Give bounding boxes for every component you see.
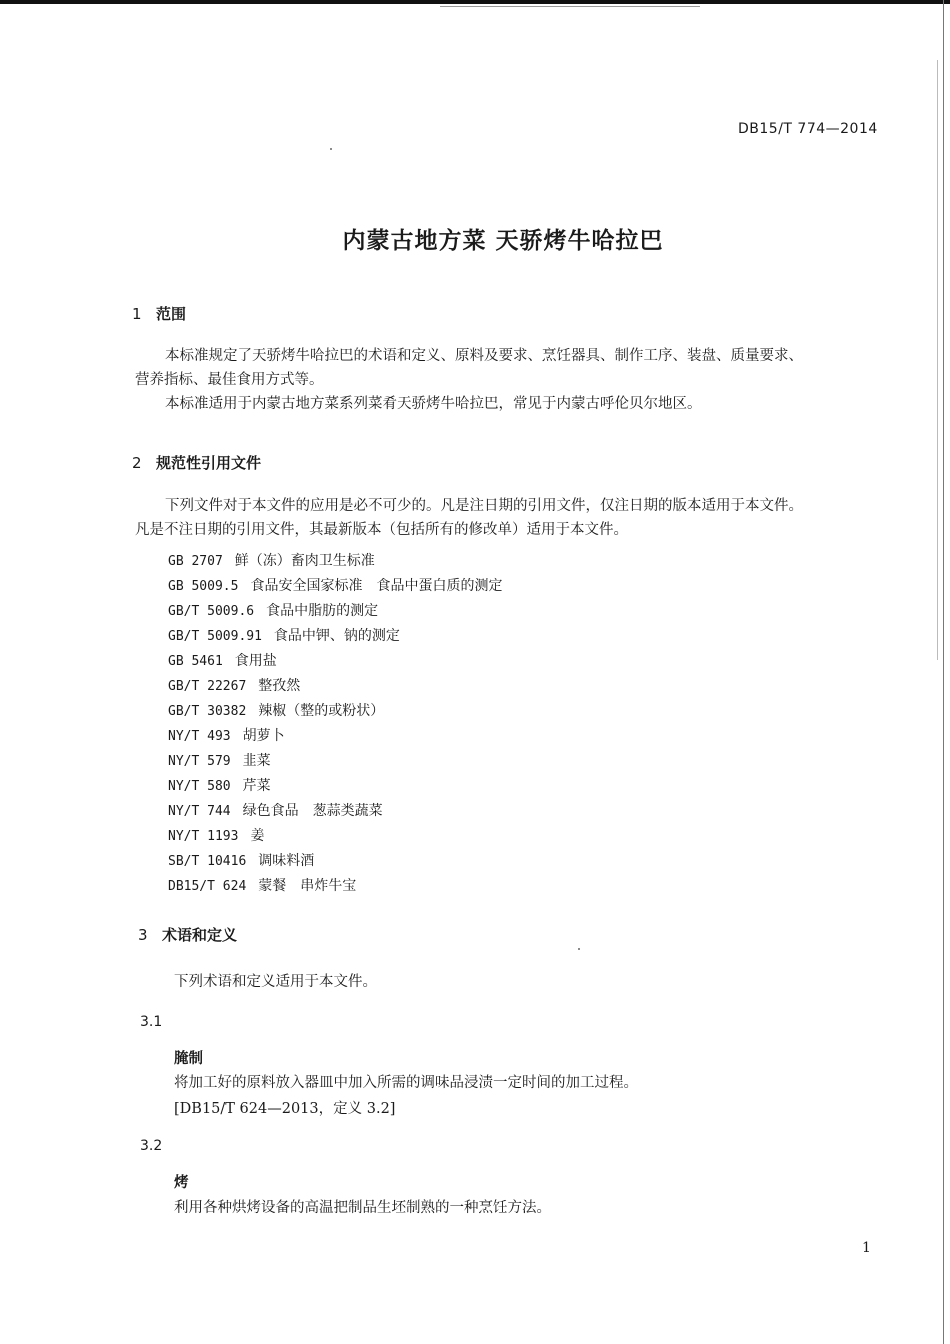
reference-title: 芹菜 — [242, 778, 271, 794]
reference-title: 食品安全国家标准 食品中蛋白质的测定 — [250, 578, 503, 594]
document-title: 内蒙古地方菜 天骄烤牛哈拉巴 — [342, 228, 664, 254]
term-name: 腌制 — [174, 1051, 203, 1067]
clause-number: 3.2 — [140, 1138, 163, 1154]
reference-code: GB/T 22267 — [168, 679, 247, 694]
reference-item — [168, 675, 300, 695]
paragraph-line: 本标准适用于内蒙古地方菜系列菜肴天骄烤牛哈拉巴，常见于内蒙古呼伦贝尔地区。 — [165, 396, 702, 412]
reference-code: NY/T 579 — [168, 754, 231, 769]
reference-code: GB 2707 — [168, 554, 223, 569]
paragraph-line: 下列文件对于本文件的应用是必不可少的。凡是注日期的引用文件，仅注日期的版本适用于本文件。 — [165, 498, 803, 514]
reference-title: 蒙餐 串炸牛宝 — [258, 878, 357, 894]
reference-code: GB/T 5009.6 — [168, 604, 255, 619]
reference-title: 韭菜 — [242, 753, 271, 769]
term-definition: 将加工好的原料放入器皿中加入所需的调味品浸渍一定时间的加工过程。 — [174, 1075, 638, 1091]
reference-code: GB/T 5009.91 — [168, 629, 262, 644]
section-heading-terms-definitions — [138, 924, 237, 945]
reference-title: 绿色食品 葱蒜类蔬菜 — [242, 803, 383, 819]
paragraph-line: 营养指标、最佳食用方式等。 — [135, 372, 324, 388]
reference-code: SB/T 10416 — [168, 854, 247, 869]
reference-item — [168, 725, 285, 745]
section-number: 1 — [132, 305, 142, 323]
reference-title: 调味料酒 — [258, 853, 315, 869]
scan-artifact-line — [440, 6, 700, 7]
scan-speck — [578, 948, 580, 950]
scan-right-edge — [943, 0, 944, 1344]
reference-code: NY/T 1193 — [168, 829, 239, 844]
reference-item — [168, 800, 383, 820]
section-title: 范围 — [156, 305, 187, 323]
reference-code: GB 5461 — [168, 654, 223, 669]
section-heading-normative-references — [132, 452, 261, 473]
paragraph-line: 凡是不注日期的引用文件，其最新版本（包括所有的修改单）适用于本文件。 — [135, 522, 628, 538]
reference-item — [168, 625, 400, 645]
section-scope-body — [135, 344, 803, 416]
reference-title: 食用盐 — [234, 653, 277, 669]
section-references-intro — [135, 494, 803, 542]
term-definition: 利用各种烘烤设备的高温把制品生坯制熟的一种烹饪方法。 — [174, 1200, 551, 1216]
standard-number: DB15/T 774—2014 — [738, 121, 878, 137]
section-number: 3 — [138, 926, 148, 944]
reference-item — [168, 875, 356, 895]
section-number: 2 — [132, 454, 142, 472]
reference-title: 鲜（冻）畜肉卫生标准 — [234, 553, 375, 569]
section-title: 术语和定义 — [162, 926, 238, 944]
section-terms-intro: 下列术语和定义适用于本文件。 — [174, 974, 377, 990]
scan-top-border — [0, 0, 950, 4]
reference-title: 胡萝卜 — [242, 728, 285, 744]
scan-speck — [330, 148, 332, 150]
reference-code: DB15/T 624 — [168, 879, 247, 894]
reference-title: 整孜然 — [258, 678, 301, 694]
reference-code: GB/T 30382 — [168, 704, 247, 719]
scan-right-edge-inner — [937, 60, 938, 660]
reference-code: NY/T 493 — [168, 729, 231, 744]
reference-item — [168, 850, 314, 870]
reference-code: NY/T 744 — [168, 804, 231, 819]
reference-item — [168, 550, 375, 570]
section-title: 规范性引用文件 — [156, 454, 262, 472]
reference-item — [168, 775, 271, 795]
page-number: 1 — [862, 1240, 871, 1256]
reference-title: 姜 — [250, 828, 265, 844]
reference-item — [168, 700, 384, 720]
reference-item — [168, 600, 378, 620]
reference-title: 食品中脂肪的测定 — [266, 603, 379, 619]
reference-item — [168, 575, 502, 595]
section-heading-scope — [132, 303, 186, 324]
paragraph-line: 本标准规定了天骄烤牛哈拉巴的术语和定义、原料及要求、烹饪器具、制作工序、装盘、质量要求、 — [165, 348, 803, 364]
clause-number: 3.1 — [140, 1014, 163, 1030]
reference-code: GB 5009.5 — [168, 579, 239, 594]
term-source: [DB15/T 624—2013，定义 3.2] — [174, 1101, 396, 1117]
reference-title: 食品中钾、钠的测定 — [273, 628, 400, 644]
reference-item — [168, 825, 264, 845]
term-name: 烤 — [174, 1175, 189, 1191]
reference-item — [168, 750, 271, 770]
reference-item — [168, 650, 277, 670]
reference-code: NY/T 580 — [168, 779, 231, 794]
reference-title: 辣椒（整的或粉状） — [258, 703, 385, 719]
